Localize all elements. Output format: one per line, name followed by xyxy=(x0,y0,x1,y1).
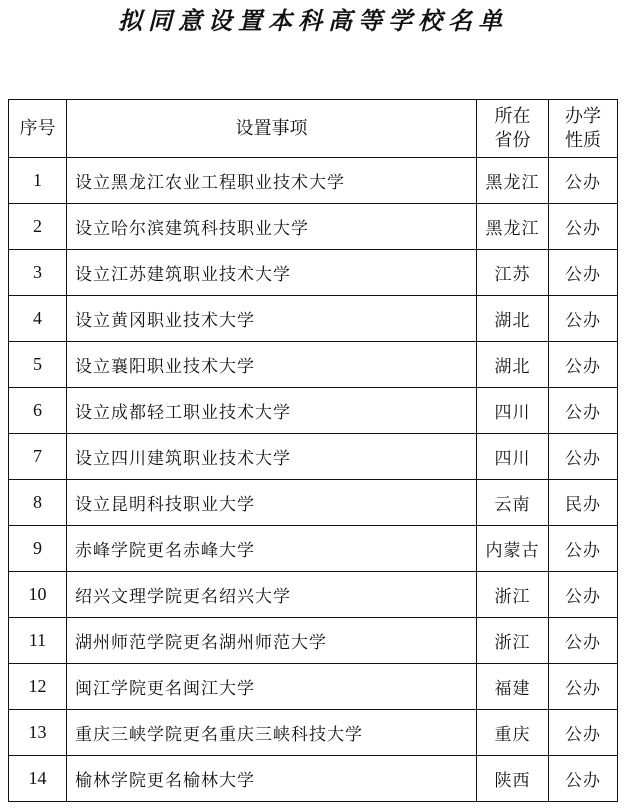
serial-number-cell: 7 xyxy=(9,434,67,480)
item-cell: 设立江苏建筑职业技术大学 xyxy=(67,250,477,296)
nature-cell: 公办 xyxy=(549,664,618,710)
province-cell: 福建 xyxy=(477,664,549,710)
header-province-line2: 省份 xyxy=(494,129,531,151)
item-cell: 重庆三峡学院更名重庆三峡科技大学 xyxy=(67,710,477,756)
nature-cell: 公办 xyxy=(549,250,618,296)
header-nature-line1: 办学 xyxy=(565,105,601,127)
province-cell: 四川 xyxy=(477,388,549,434)
header-item xyxy=(67,100,477,158)
nature-cell: 公办 xyxy=(549,618,618,664)
item-cell: 设立襄阳职业技术大学 xyxy=(67,342,477,388)
province-cell: 重庆 xyxy=(477,710,549,756)
table-row xyxy=(9,756,618,802)
item-cell: 榆林学院更名榆林大学 xyxy=(67,756,477,802)
school-list-table xyxy=(8,99,618,802)
serial-number-cell: 8 xyxy=(9,480,67,526)
header-nature-line2: 性质 xyxy=(565,129,601,151)
item-cell: 闽江学院更名闽江大学 xyxy=(67,664,477,710)
serial-number-cell: 14 xyxy=(9,756,67,802)
province-cell: 黑龙江 xyxy=(477,158,549,204)
item-cell: 赤峰学院更名赤峰大学 xyxy=(67,526,477,572)
province-cell: 黑龙江 xyxy=(477,204,549,250)
province-cell: 云南 xyxy=(477,480,549,526)
nature-cell: 民办 xyxy=(549,480,618,526)
province-cell: 浙江 xyxy=(477,618,549,664)
header-nature xyxy=(549,100,618,158)
table-row xyxy=(9,388,618,434)
table-row xyxy=(9,618,618,664)
item-cell: 设立昆明科技职业大学 xyxy=(67,480,477,526)
serial-number-cell: 5 xyxy=(9,342,67,388)
nature-cell: 公办 xyxy=(549,158,618,204)
header-serial-number-label: 序号 xyxy=(19,117,56,139)
table-row xyxy=(9,158,618,204)
item-cell: 设立四川建筑职业技术大学 xyxy=(67,434,477,480)
table-row xyxy=(9,664,618,710)
province-cell: 湖北 xyxy=(477,342,549,388)
nature-cell: 公办 xyxy=(549,204,618,250)
serial-number-cell: 10 xyxy=(9,572,67,618)
header-serial-number xyxy=(9,100,67,158)
nature-cell: 公办 xyxy=(549,756,618,802)
serial-number-cell: 6 xyxy=(9,388,67,434)
item-cell: 湖州师范学院更名湖州师范大学 xyxy=(67,618,477,664)
nature-cell: 公办 xyxy=(549,342,618,388)
table-row xyxy=(9,572,618,618)
item-cell: 设立哈尔滨建筑科技职业大学 xyxy=(67,204,477,250)
table-row xyxy=(9,342,618,388)
province-cell: 陕西 xyxy=(477,756,549,802)
document-title: 拟同意设置本科高等学校名单 xyxy=(118,6,508,35)
serial-number-cell: 2 xyxy=(9,204,67,250)
nature-cell: 公办 xyxy=(549,296,618,342)
item-cell: 设立成都轻工职业技术大学 xyxy=(67,388,477,434)
table-row xyxy=(9,434,618,480)
nature-cell: 公办 xyxy=(549,526,618,572)
province-cell: 浙江 xyxy=(477,572,549,618)
header-province-line1: 所在 xyxy=(494,105,531,127)
province-cell: 湖北 xyxy=(477,296,549,342)
serial-number-cell: 13 xyxy=(9,710,67,756)
item-cell: 绍兴文理学院更名绍兴大学 xyxy=(67,572,477,618)
table-row xyxy=(9,480,618,526)
province-cell: 四川 xyxy=(477,434,549,480)
header-item-label: 设置事项 xyxy=(235,117,308,139)
serial-number-cell: 4 xyxy=(9,296,67,342)
province-cell: 内蒙古 xyxy=(477,526,549,572)
table-row xyxy=(9,296,618,342)
province-cell: 江苏 xyxy=(477,250,549,296)
table-row xyxy=(9,250,618,296)
nature-cell: 公办 xyxy=(549,388,618,434)
table-row xyxy=(9,204,618,250)
table-row xyxy=(9,526,618,572)
serial-number-cell: 11 xyxy=(9,618,67,664)
serial-number-cell: 1 xyxy=(9,158,67,204)
item-cell: 设立黑龙江农业工程职业技术大学 xyxy=(67,158,477,204)
header-province xyxy=(477,100,549,158)
serial-number-cell: 3 xyxy=(9,250,67,296)
table-header-row xyxy=(9,100,618,158)
nature-cell: 公办 xyxy=(549,572,618,618)
serial-number-cell: 9 xyxy=(9,526,67,572)
item-cell: 设立黄冈职业技术大学 xyxy=(67,296,477,342)
table-row xyxy=(9,710,618,756)
nature-cell: 公办 xyxy=(549,710,618,756)
nature-cell: 公办 xyxy=(549,434,618,480)
serial-number-cell: 12 xyxy=(9,664,67,710)
